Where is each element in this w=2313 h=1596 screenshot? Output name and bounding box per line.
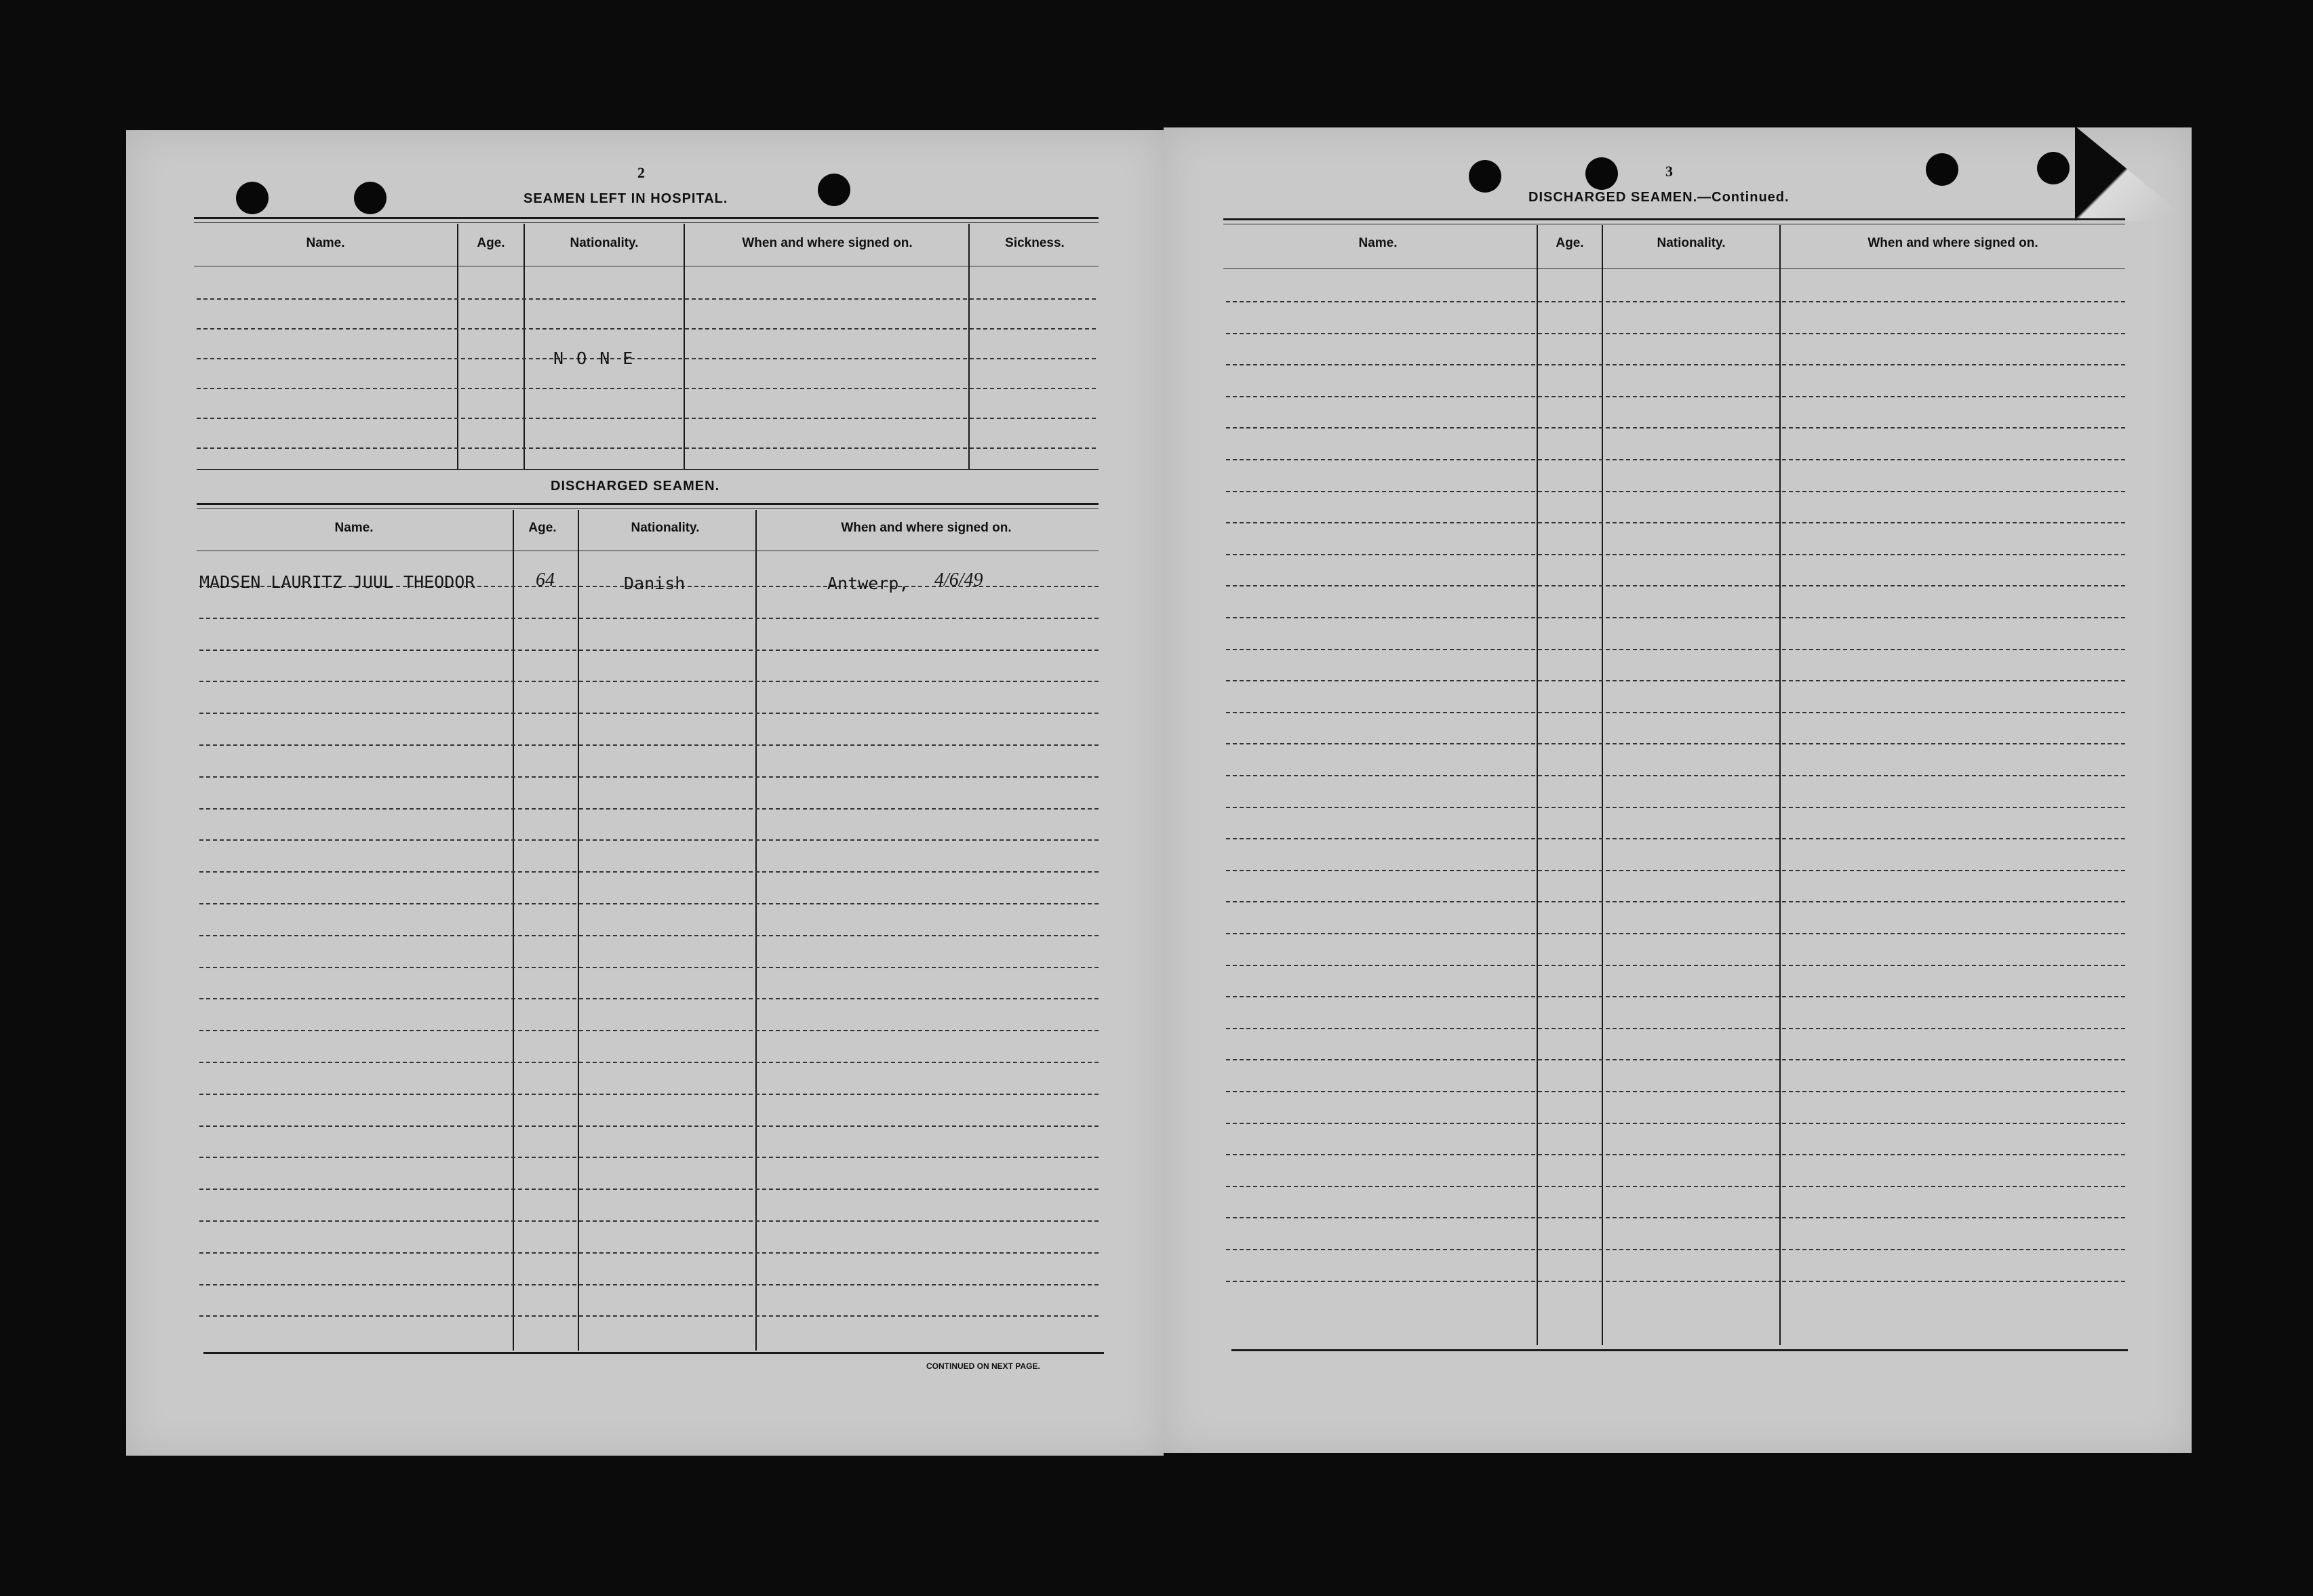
entry-line (199, 967, 1099, 968)
column-divider (1779, 225, 1781, 1345)
discharged-col-name: Name. (334, 521, 374, 535)
entry-line (1226, 396, 2125, 397)
entry-line (1226, 743, 2125, 744)
hospital-col-name: Name. (306, 236, 345, 250)
entry-line (197, 388, 1096, 389)
entry-line (1226, 870, 2125, 871)
right-col-age: Age. (1556, 236, 1584, 250)
hospital-col-signed-on: When and where signed on. (742, 236, 913, 250)
column-divider (1602, 225, 1603, 1345)
entry-line (197, 418, 1096, 419)
table-rule (1223, 268, 2125, 269)
entry-line (1226, 364, 2125, 365)
discharged-col-nationality: Nationality. (631, 521, 700, 535)
entry-line (199, 1157, 1099, 1158)
right-col-signed-on: When and where signed on. (1867, 236, 2038, 250)
entry-line (199, 1252, 1099, 1254)
entry-line (1226, 1091, 2125, 1092)
punch-hole (1469, 160, 1501, 193)
entry-line (199, 871, 1099, 873)
entry-line (197, 328, 1096, 330)
entry-line (1226, 301, 2125, 302)
entry-line (1226, 1028, 2125, 1029)
entry-line (1226, 1217, 2125, 1218)
entry-line (197, 447, 1096, 449)
column-divider (968, 224, 970, 469)
entry-line (197, 298, 1096, 300)
entry-line (1226, 459, 2125, 460)
table-rule (1223, 218, 2125, 220)
entry-line (199, 681, 1099, 682)
entry-line (1226, 491, 2125, 492)
entry-line (1226, 333, 2125, 334)
entry-line (199, 1030, 1099, 1031)
hospital-col-nationality: Nationality. (570, 236, 639, 250)
table-rule (203, 1352, 1104, 1354)
entry-line (199, 998, 1099, 999)
entry-line (199, 1189, 1099, 1190)
column-divider (578, 510, 579, 1351)
entry-line (199, 1284, 1099, 1285)
discharged-nationality: Danish (624, 574, 686, 593)
entry-line (1226, 585, 2125, 586)
discharged-name: MADSEN LAURITZ JUUL THEODOR (199, 572, 475, 592)
entry-line (1226, 838, 2125, 839)
entry-line (199, 1094, 1099, 1095)
right-page (1164, 127, 2192, 1453)
right-col-name: Name. (1358, 236, 1398, 250)
punch-hole (1926, 153, 1958, 186)
entry-line (199, 903, 1099, 904)
column-divider (684, 224, 685, 469)
entry-line (1226, 522, 2125, 523)
entry-line (199, 1315, 1099, 1317)
entry-line (199, 1220, 1099, 1222)
entry-line (1226, 1249, 2125, 1250)
column-divider (523, 224, 525, 469)
entry-line (1226, 1186, 2125, 1187)
entry-line (199, 1062, 1099, 1063)
table-rule (197, 503, 1099, 505)
right-col-nationality: Nationality. (1657, 236, 1726, 250)
entry-line (1226, 901, 2125, 902)
continued-section-title: DISCHARGED SEAMEN.—Continued. (1528, 190, 1790, 205)
table-rule (197, 469, 1099, 470)
entry-line (1226, 965, 2125, 966)
discharged-date: 4/6/49 (934, 570, 983, 591)
table-rule (194, 222, 1099, 223)
column-divider (1537, 225, 1538, 1345)
column-divider (513, 510, 514, 1351)
page-number: 2 (637, 164, 645, 181)
entry-line (1226, 775, 2125, 776)
discharged-col-signed-on: When and where signed on. (841, 521, 1012, 535)
entry-line (1226, 649, 2125, 650)
entry-line (199, 618, 1099, 619)
table-rule (197, 508, 1099, 509)
entry-line (1226, 996, 2125, 997)
punch-hole (2037, 152, 2070, 184)
entry-line (1226, 427, 2125, 428)
page-number: 3 (1665, 163, 1673, 180)
entry-line (199, 776, 1099, 778)
entry-line (199, 1125, 1099, 1127)
entry-line (199, 744, 1099, 746)
hospital-col-sickness: Sickness. (1005, 236, 1065, 250)
entry-line (1226, 1123, 2125, 1124)
entry-line (199, 935, 1099, 936)
punch-hole (354, 182, 387, 214)
entry-line (197, 358, 1096, 359)
punch-hole (1585, 157, 1618, 190)
discharged-section-title: DISCHARGED SEAMEN. (551, 479, 720, 494)
discharged-signed-on: Antwerp, (827, 574, 909, 593)
hospital-none-entry: N O N E (553, 348, 635, 368)
table-rule (194, 217, 1099, 219)
discharged-age: 64 (536, 570, 555, 591)
continued-footer: CONTINUED ON NEXT PAGE. (926, 1361, 1040, 1371)
column-divider (457, 224, 458, 469)
entry-line (199, 713, 1099, 714)
entry-line (1226, 1281, 2125, 1282)
entry-line (1226, 933, 2125, 934)
entry-line (199, 808, 1099, 810)
punch-hole (818, 174, 850, 206)
entry-line (1226, 712, 2125, 713)
punch-hole (236, 182, 269, 214)
entry-line (1226, 1059, 2125, 1060)
hospital-col-age: Age. (477, 236, 505, 250)
entry-line (1226, 680, 2125, 681)
table-rule (1231, 1349, 2128, 1351)
discharged-col-age: Age. (528, 521, 557, 535)
entry-line (1226, 554, 2125, 555)
entry-line (1226, 1154, 2125, 1155)
hospital-section-title: SEAMEN LEFT IN HOSPITAL. (523, 191, 728, 206)
entry-line (1226, 807, 2125, 808)
entry-line (1226, 617, 2125, 618)
entry-line (199, 839, 1099, 841)
column-divider (755, 510, 757, 1351)
entry-line (199, 650, 1099, 651)
